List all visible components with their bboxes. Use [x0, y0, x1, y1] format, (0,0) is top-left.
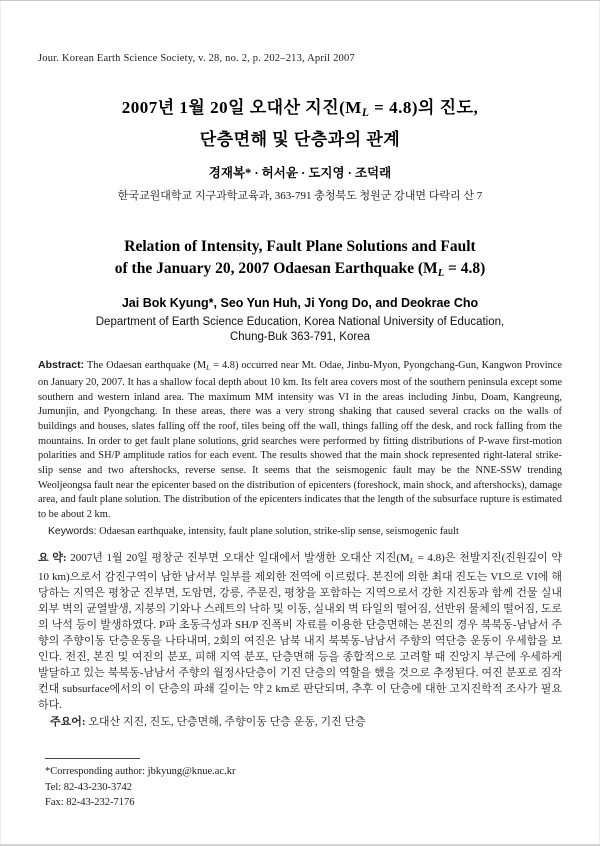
abstract-text-body: = 4.8) occurred near Mt. Odae, Jinbu-Myon, Pyongchang-Gun, Kangwon Province on January 20, 2007. It has a shallow focal depth about 10 km. Its felt area covers most of the southern peninsula except some southern and western inland area. The maximum MM intensity was VI in the areas including Jinbu, Doam, Kangreung, Jumunjin, and Pyongchang. In these areas, there was a very strong shaking that caused several cracks on the walls of buildings and houses, slates falling off the roof, tiles being off the wall, things falling off the desk, and rock falling from the mountains. In order to get fault plane solutions, grid searches were performed by fitting distributions of P-wave first-motion polarities and SH/P amplitude ratios for each event. The results showed that the main shock represented right-lateral strike-slip sense and two aftershocks, reverse sense. It seems that the seismogenic fault may be the NNE-SSW trending Weoljeongsa fault near the epicenter based on the distribution of epicenters (foreshock, main shock, and aftershocks), damage area, and fault plane solution. The distribution of the epicenters indicates that the length of the subsurface rupture is estimated to be about 2 km.	[38, 360, 563, 521]
korean-abstract-paragraph	[38, 550, 562, 713]
korean-title	[38, 94, 562, 153]
footnote-block	[45, 758, 235, 811]
magnitude-subscript: L	[361, 106, 370, 120]
magnitude-subscript: L	[437, 268, 445, 280]
fax-line: Fax: 82-43-232-7176	[45, 797, 135, 808]
korean-affiliation: 한국교원대학교 지구과학교육과, 363-791 충청북도 청원군 강내면 다락리 산 7	[117, 190, 483, 203]
korean-title-line1	[38, 94, 562, 126]
journal-citation-line: Jour. Korean Earth Science Society, v. 28, no. 2, p. 202–213, April 2007	[38, 53, 355, 64]
korean-title-line1-post: = 4.8)의 진도,	[369, 98, 479, 117]
english-affiliation-line1: Department of Earth Science Education, Korea National University of Education,	[95, 316, 505, 329]
magnitude-subscript: L	[206, 364, 211, 373]
english-title-line2-pre: of the January 20, 2007 Odaesan Earthquake (M	[114, 260, 438, 278]
english-title-line2-post: = 4.8)	[444, 260, 486, 278]
tel-line: Tel: 82-43-230-3742	[45, 781, 133, 793]
korean-keywords-line	[38, 714, 562, 730]
korean-abstract-text-pre: 2007년 1월 20일 평창군 진부면 오대산 일대에서 발생한 오대산 지진(M	[70, 551, 410, 564]
korean-keywords-label: 주요어:	[50, 715, 86, 728]
abstract-label: Abstract:	[38, 359, 85, 372]
korean-title-line2: 단층면해 및 단층과의 관계	[199, 130, 401, 150]
magnitude-subscript: L	[409, 555, 414, 565]
abstract-text-pre: The Odaesan earthquake (M	[86, 360, 207, 372]
korean-abstract-label: 요 약:	[38, 551, 67, 564]
english-title-line2	[38, 258, 562, 285]
korean-keywords-text: 오대산 지진, 진도, 단층면해, 주향이동 단층 운동, 기진 단층	[88, 715, 366, 728]
korean-title-line1-pre: 2007년 1월 20일 오대산 지진(M	[121, 98, 362, 117]
english-affiliation	[38, 315, 562, 345]
abstract-paragraph	[38, 358, 562, 523]
corresponding-author-line: *Corresponding author: jbkyung@knue.ac.kr	[45, 766, 236, 777]
korean-authors: 경재복* · 허서윤 · 도지영 · 조덕래	[208, 166, 392, 181]
keywords-text: Odaesan earthquake, intensity, fault plane solution, strike-slip sense, seismogenic fault	[99, 525, 459, 537]
english-title-line1: Relation of Intensity, Fault Plane Solutions and Fault	[124, 238, 476, 256]
english-affiliation-line2: Chung-Buk 363-791, Korea	[229, 331, 370, 344]
keywords-label: Keywords:	[48, 525, 97, 537]
english-title	[38, 236, 562, 285]
keywords-line	[38, 525, 562, 540]
korean-abstract-text-body: = 4.8)은 천발지진(진원깊이 약 10 km)으로서 감진구역이 남한 남서부 일부를 제외한 전역에 이르렀다. 본진에 의한 최대 진도는 VI으로 VI에 해당하는 지역은 평창군 진부면, 도암면, 강릉, 주문진, 평창을 포함하는 지역으로서 강한 지진동과 함께 건물 실내외부 벽의 균열발생, 지붕의 기와나 스레트의 낙하 및 이동, 실내외 벽 타일의 떨어짐, 선반위 물체의 떨어짐, 도로의 낙석 등이 발생하였다. P파 초동극성과 SH/P 진폭비 자료를 이용한 단층면해는 본진의 경우 북북동-남남서 주향의 주향이동 단층운동을 나타내며, 2회의 여진은 남북 내지 북북동-남남서 주향의 역단층 운동이 우세함을 보인다. 전진, 본진 및 여진의 분포, 피해 지역 분포, 단층면해 등을 종합적으로 고려할 때 진앙지 부근에 우세하게 발달하고 있는 북북동-남남서 주향의 월정사단층이 기진 단층의 역할을 했을 것으로 추정된다. 여진 분포로 짐작컨대 subsurface에서의 이 단층의 파쇄 길이는 약 2 km로 판단되며, 추후 이 단층에 대한 고지진학적 조사가 필요하다.	[38, 551, 563, 711]
english-authors: Jai Bok Kyung*, Seo Yun Huh, Ji Yong Do, and Deokrae Cho	[121, 296, 479, 311]
footnote-divider	[45, 758, 140, 759]
